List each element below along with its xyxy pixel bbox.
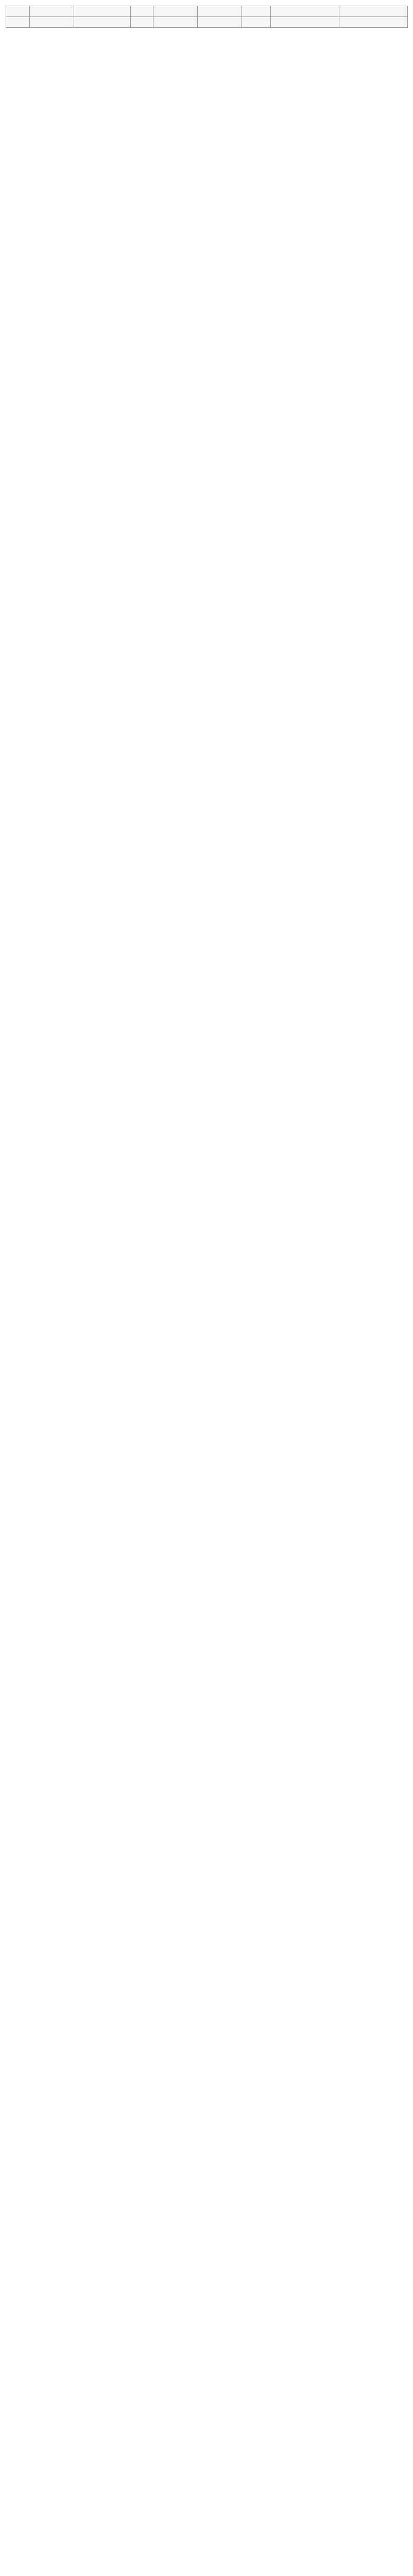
column-header: [198, 6, 242, 17]
column-header: [6, 17, 30, 28]
admission-score-document: [6, 6, 407, 28]
column-header: [271, 6, 339, 17]
column-header: [153, 17, 198, 28]
column-header: [131, 17, 153, 28]
column-header: [74, 6, 131, 17]
column-header: [30, 17, 74, 28]
score-table: [6, 6, 408, 28]
column-header: [339, 17, 408, 28]
column-header: [242, 6, 271, 17]
column-header: [131, 6, 153, 17]
column-header: [30, 6, 74, 17]
header-row: [6, 6, 408, 17]
column-header: [339, 6, 408, 17]
header-row: [6, 17, 408, 28]
table-header: [6, 6, 408, 28]
column-header: [6, 6, 30, 17]
column-header: [74, 17, 131, 28]
column-header: [153, 6, 198, 17]
column-header: [198, 17, 242, 28]
column-header: [271, 17, 339, 28]
column-header: [242, 17, 271, 28]
